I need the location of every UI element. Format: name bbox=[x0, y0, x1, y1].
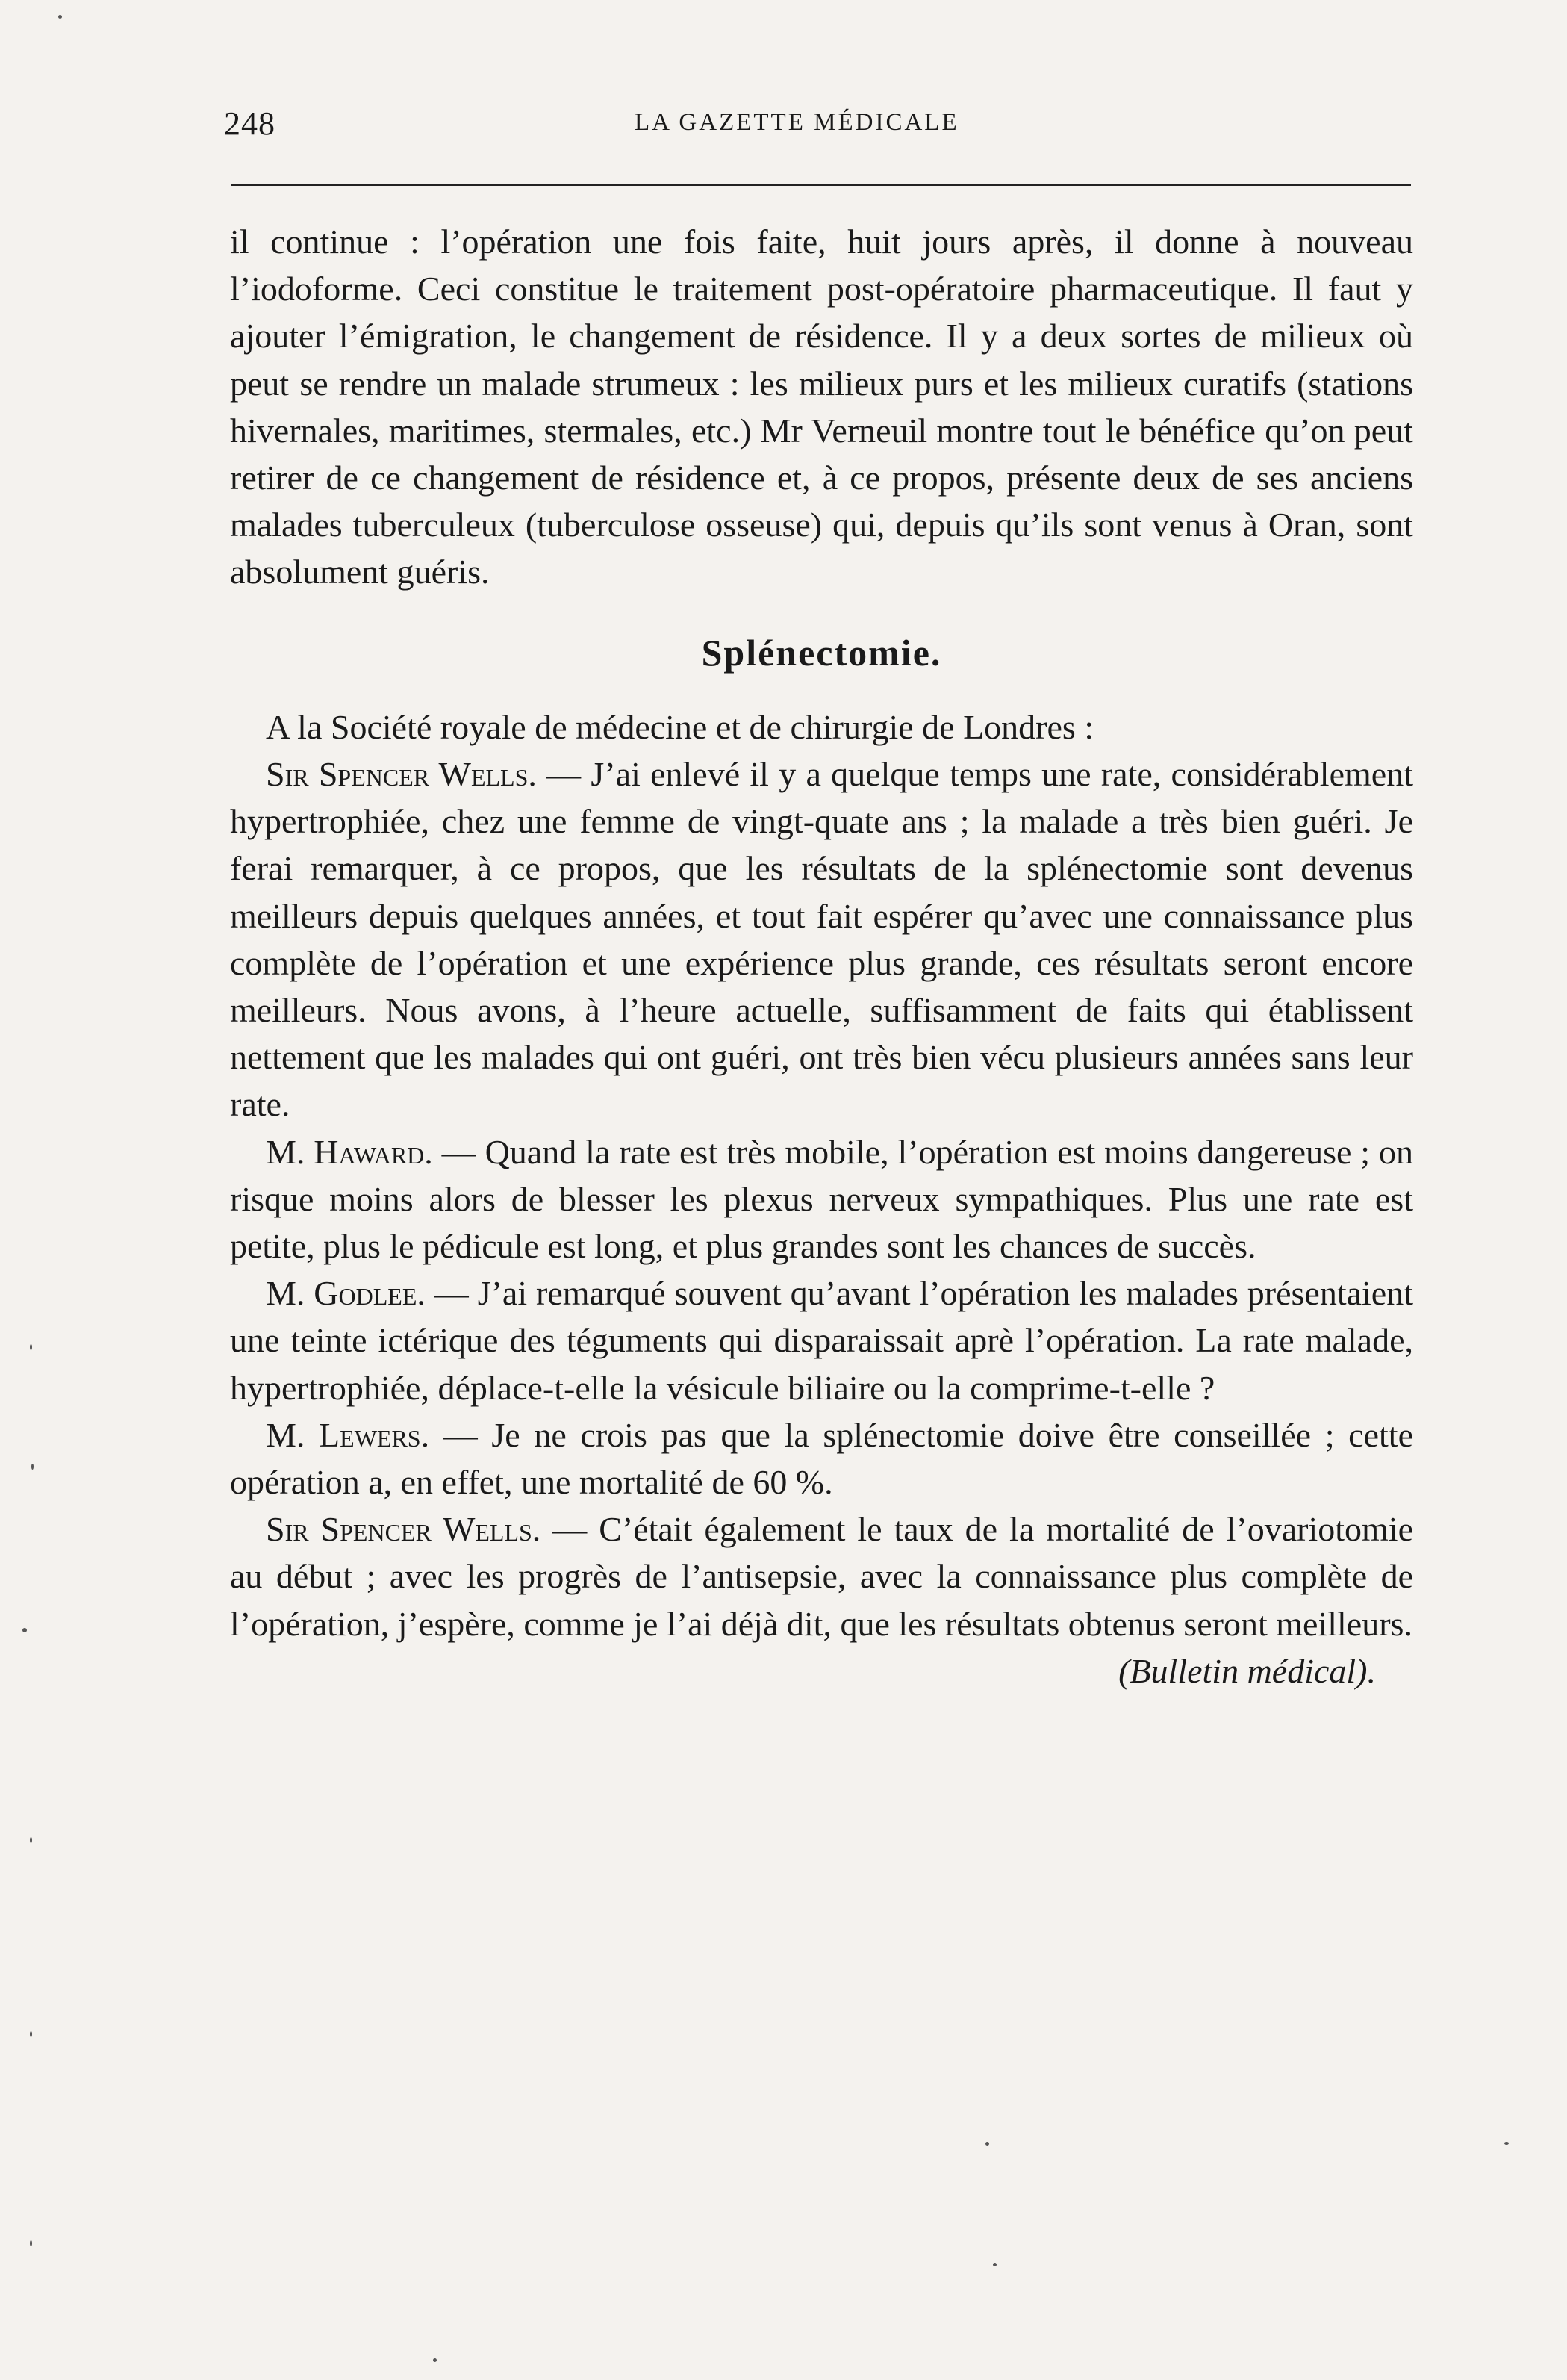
exchange-paragraph bbox=[230, 751, 1413, 1128]
scan-speck bbox=[31, 1464, 34, 1470]
scan-speck bbox=[30, 2240, 32, 2246]
intro-paragraph: il continue : l’opération une fois faite, huit jours après, il donne à nouveau l’iodoforme. Ceci constitue le traitement post-opératoire pharmaceutique. Il faut y ajouter l’émigration, le changement de résidence. Il y a deux sortes de milieux où peut se rendre un malade strumeux : les milieux purs et les milieux curatifs (stations hivernales, maritimes, stermales, etc.) Mr Verneuil montre tout le bénéfice qu’on peut retirer de ce changement de résidence et, à ce propos, présente deux de ses anciens malades tuberculeux (tuberculose osseuse) qui, depuis qu’ils sont venus à Oran, sont absolument guéris. bbox=[230, 223, 1413, 591]
speaker-name: Sir Spencer Wells. bbox=[266, 755, 537, 794]
speaker-statement: — Je ne crois pas que la splénectomie doive être conseillée ; cette opération a, en effet, une mortalité de 60 %. bbox=[230, 1415, 1413, 1502]
exchange-paragraph bbox=[230, 1128, 1413, 1270]
scan-speck bbox=[58, 15, 62, 19]
header-rule bbox=[231, 184, 1411, 186]
section-title: Splénectomie. bbox=[701, 631, 942, 674]
speaker-statement: — J’ai enlevé il y a quelque temps une rate, considérablement hypertrophiée, chez une femme de vingt-quate ans ; la malade a très bien guéri. Je ferai remarquer, à ce propos, que les résultats de la splénectomie sont devenus meilleurs depuis quelques années, et tout fait espérer qu’avec une connaissance plus complète de l’opération et une expérience plus grande, ces résultats seront encore meilleurs. Nous avons, à l’heure actuelle, suffisamment de faits qui établissent nettement que les malades qui ont guéri, ont très bien vécu plusieurs années sans leur rate. bbox=[230, 755, 1413, 1124]
scan-speck bbox=[30, 2031, 32, 2037]
scan-speck bbox=[30, 1837, 32, 1843]
speaker-name: M. Godlee. bbox=[266, 1274, 426, 1313]
article-body bbox=[230, 218, 1413, 1694]
scan-speck bbox=[30, 1344, 32, 1350]
speaker-statement: — Quand la rate est très mobile, l’opération est moins dangereuse ; on risque moins alors de blesser les plexus nerveux sympathiques. Plus une rate est petite, plus le pédicule est long, et plus grandes sont les chances de succès. bbox=[230, 1132, 1413, 1266]
page-number: 248 bbox=[224, 105, 275, 142]
exchange-paragraph bbox=[230, 1270, 1413, 1411]
scan-speck bbox=[985, 2142, 989, 2146]
scan-speck bbox=[22, 1628, 27, 1632]
section-intro: A la Société royale de médecine et de chirurgie de Londres : bbox=[266, 707, 1094, 746]
speaker-name: Sir Spencer Wells. bbox=[266, 1510, 541, 1549]
journal-title: LA GAZETTE MÉDICALE bbox=[635, 109, 959, 136]
scan-speck bbox=[993, 2263, 997, 2266]
scan-speck bbox=[1504, 2142, 1509, 2145]
speaker-statement: — C’était également le taux de la mortalité de l’ovariotomie au début ; avec les progrès de l’antisepsie, avec la connaissance plus complète de l’opération, j’espère, comme je l’ai déjà dit, que les résultats obtenus seront meilleurs. bbox=[230, 1510, 1413, 1643]
exchange-paragraph bbox=[230, 1506, 1413, 1647]
speaker-statement: — J’ai remarqué souvent qu’avant l’opération les malades présentaient une teinte ictérique des téguments qui disparaissait aprè l’opération. La rate malade, hypertrophiée, déplace-t-elle la vésicule biliaire ou la comprime-t-elle ? bbox=[230, 1274, 1414, 1407]
exchange-paragraph bbox=[230, 1411, 1413, 1506]
running-head bbox=[224, 105, 1418, 157]
speaker-name: M. Haward. bbox=[266, 1132, 433, 1171]
speaker-name: M. Lewers. bbox=[266, 1415, 430, 1454]
scan-speck bbox=[433, 2358, 437, 2362]
source-citation: (Bulletin médical). bbox=[1118, 1651, 1376, 1690]
